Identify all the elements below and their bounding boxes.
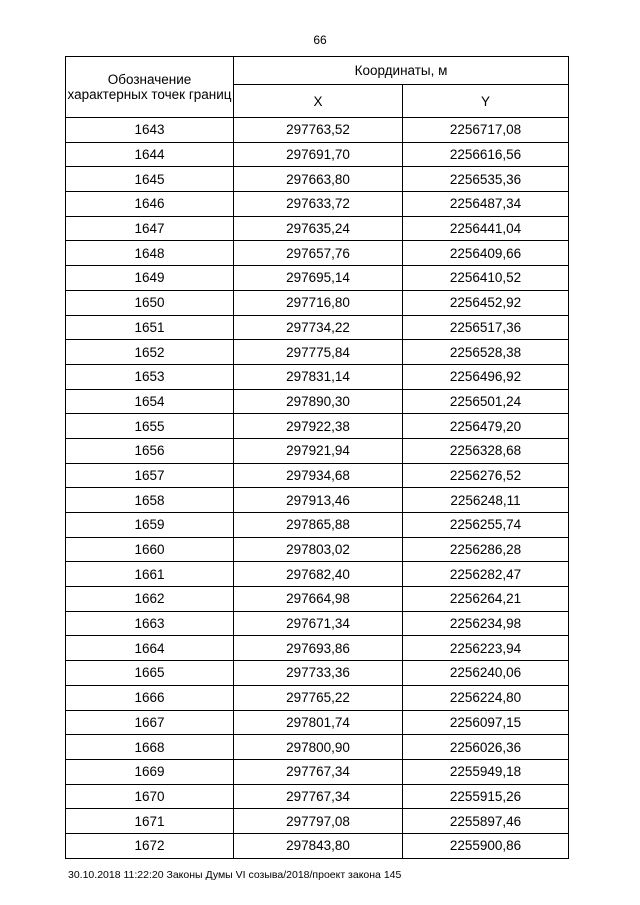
x-coordinate-cell: 297733,36	[234, 661, 403, 686]
x-coordinate-cell: 297635,24	[234, 216, 403, 241]
point-id-cell: 1649	[66, 266, 234, 291]
y-coordinate-cell: 2256223,94	[403, 636, 569, 661]
table-row	[66, 735, 569, 760]
point-id-cell: 1662	[66, 587, 234, 612]
table-body	[66, 118, 569, 859]
y-coordinate-cell: 2256528,38	[403, 340, 569, 365]
y-coordinate-cell: 2255949,18	[403, 759, 569, 784]
point-id-cell: 1666	[66, 685, 234, 710]
table-row	[66, 488, 569, 513]
table-row	[66, 636, 569, 661]
table-row	[66, 611, 569, 636]
y-coordinate-cell: 2256616,56	[403, 142, 569, 167]
point-id-cell: 1645	[66, 167, 234, 192]
y-coordinate-cell: 2256255,74	[403, 513, 569, 538]
y-coordinate-cell: 2256479,20	[403, 414, 569, 439]
point-id-cell: 1665	[66, 661, 234, 686]
x-coordinate-cell: 297734,22	[234, 315, 403, 340]
point-id-cell: 1663	[66, 611, 234, 636]
y-coordinate-cell: 2256234,98	[403, 611, 569, 636]
y-coordinate-cell: 2256517,36	[403, 315, 569, 340]
x-coordinate-cell: 297663,80	[234, 167, 403, 192]
x-coordinate-cell: 297682,40	[234, 562, 403, 587]
table-row	[66, 216, 569, 241]
y-coordinate-cell: 2256717,08	[403, 118, 569, 143]
x-coordinate-cell: 297693,86	[234, 636, 403, 661]
point-id-cell: 1643	[66, 118, 234, 143]
table-row	[66, 290, 569, 315]
table-row	[66, 513, 569, 538]
table-row	[66, 241, 569, 266]
point-id-cell: 1658	[66, 488, 234, 513]
x-coordinate-cell: 297716,80	[234, 290, 403, 315]
x-column-header: X	[234, 85, 403, 118]
y-coordinate-cell: 2256026,36	[403, 735, 569, 760]
table-row	[66, 389, 569, 414]
table-row	[66, 784, 569, 809]
x-coordinate-cell: 297767,34	[234, 784, 403, 809]
point-id-cell: 1652	[66, 340, 234, 365]
y-coordinate-cell: 2256409,66	[403, 241, 569, 266]
table-row	[66, 192, 569, 217]
table-row	[66, 266, 569, 291]
y-coordinate-cell: 2256452,92	[403, 290, 569, 315]
x-coordinate-cell: 297633,72	[234, 192, 403, 217]
x-coordinate-cell: 297800,90	[234, 735, 403, 760]
document-footer: 30.10.2018 11:22:20 Законы Думы VI созыва/2018/проект закона 145	[68, 869, 402, 881]
x-coordinate-cell: 297657,76	[234, 241, 403, 266]
y-coordinate-cell: 2255900,86	[403, 833, 569, 858]
point-id-cell: 1646	[66, 192, 234, 217]
table-row	[66, 167, 569, 192]
point-id-cell: 1647	[66, 216, 234, 241]
y-coordinate-cell: 2256264,21	[403, 587, 569, 612]
point-id-cell: 1660	[66, 537, 234, 562]
y-coordinate-cell: 2256328,68	[403, 438, 569, 463]
point-id-cell: 1648	[66, 241, 234, 266]
table-row	[66, 710, 569, 735]
x-coordinate-cell: 297921,94	[234, 438, 403, 463]
point-id-cell: 1644	[66, 142, 234, 167]
x-coordinate-cell: 297801,74	[234, 710, 403, 735]
x-coordinate-cell: 297843,80	[234, 833, 403, 858]
x-coordinate-cell: 297763,52	[234, 118, 403, 143]
coordinates-table	[65, 56, 569, 859]
table-row	[66, 438, 569, 463]
x-coordinate-cell: 297691,70	[234, 142, 403, 167]
table-header	[66, 57, 569, 118]
point-id-cell: 1672	[66, 833, 234, 858]
x-coordinate-cell: 297865,88	[234, 513, 403, 538]
point-id-cell: 1667	[66, 710, 234, 735]
table-row	[66, 587, 569, 612]
y-coordinate-cell: 2256501,24	[403, 389, 569, 414]
y-coordinate-cell: 2256248,11	[403, 488, 569, 513]
point-id-cell: 1668	[66, 735, 234, 760]
y-coordinate-cell: 2256224,80	[403, 685, 569, 710]
y-coordinate-cell: 2256441,04	[403, 216, 569, 241]
point-id-cell: 1664	[66, 636, 234, 661]
y-coordinate-cell: 2256487,34	[403, 192, 569, 217]
table-row	[66, 364, 569, 389]
point-id-cell: 1661	[66, 562, 234, 587]
y-coordinate-cell: 2256535,36	[403, 167, 569, 192]
page-number: 66	[313, 33, 327, 47]
point-id-cell: 1659	[66, 513, 234, 538]
x-coordinate-cell: 297803,02	[234, 537, 403, 562]
x-coordinate-cell: 297797,08	[234, 809, 403, 834]
y-column-header: Y	[403, 85, 569, 118]
table-row	[66, 414, 569, 439]
x-coordinate-cell: 297922,38	[234, 414, 403, 439]
point-id-cell: 1655	[66, 414, 234, 439]
coordinates-header: Координаты, м	[234, 57, 569, 85]
point-id-cell: 1670	[66, 784, 234, 809]
table-row	[66, 315, 569, 340]
y-coordinate-cell: 2255915,26	[403, 784, 569, 809]
point-id-cell: 1671	[66, 809, 234, 834]
x-coordinate-cell: 297831,14	[234, 364, 403, 389]
table-row	[66, 661, 569, 686]
table-row	[66, 809, 569, 834]
x-coordinate-cell: 297767,34	[234, 759, 403, 784]
y-coordinate-cell: 2256496,92	[403, 364, 569, 389]
y-coordinate-cell: 2256286,28	[403, 537, 569, 562]
y-coordinate-cell: 2256240,06	[403, 661, 569, 686]
table-row	[66, 118, 569, 143]
x-coordinate-cell: 297775,84	[234, 340, 403, 365]
point-id-cell: 1669	[66, 759, 234, 784]
y-coordinate-cell: 2256282,47	[403, 562, 569, 587]
table-row	[66, 833, 569, 858]
point-designation-header: Обозначение характерных точек границ	[66, 57, 234, 118]
table-row	[66, 142, 569, 167]
point-id-cell: 1657	[66, 463, 234, 488]
y-coordinate-cell: 2256276,52	[403, 463, 569, 488]
table-row	[66, 685, 569, 710]
x-coordinate-cell: 297671,34	[234, 611, 403, 636]
y-coordinate-cell: 2255897,46	[403, 809, 569, 834]
point-id-cell: 1651	[66, 315, 234, 340]
table-row	[66, 340, 569, 365]
x-coordinate-cell: 297890,30	[234, 389, 403, 414]
y-coordinate-cell: 2256097,15	[403, 710, 569, 735]
point-id-cell: 1653	[66, 364, 234, 389]
table-row	[66, 537, 569, 562]
point-id-cell: 1656	[66, 438, 234, 463]
table-row	[66, 463, 569, 488]
x-coordinate-cell: 297913,46	[234, 488, 403, 513]
x-coordinate-cell: 297695,14	[234, 266, 403, 291]
x-coordinate-cell: 297934,68	[234, 463, 403, 488]
point-id-cell: 1654	[66, 389, 234, 414]
x-coordinate-cell: 297664,98	[234, 587, 403, 612]
x-coordinate-cell: 297765,22	[234, 685, 403, 710]
y-coordinate-cell: 2256410,52	[403, 266, 569, 291]
point-id-cell: 1650	[66, 290, 234, 315]
table-row	[66, 759, 569, 784]
table-row	[66, 562, 569, 587]
